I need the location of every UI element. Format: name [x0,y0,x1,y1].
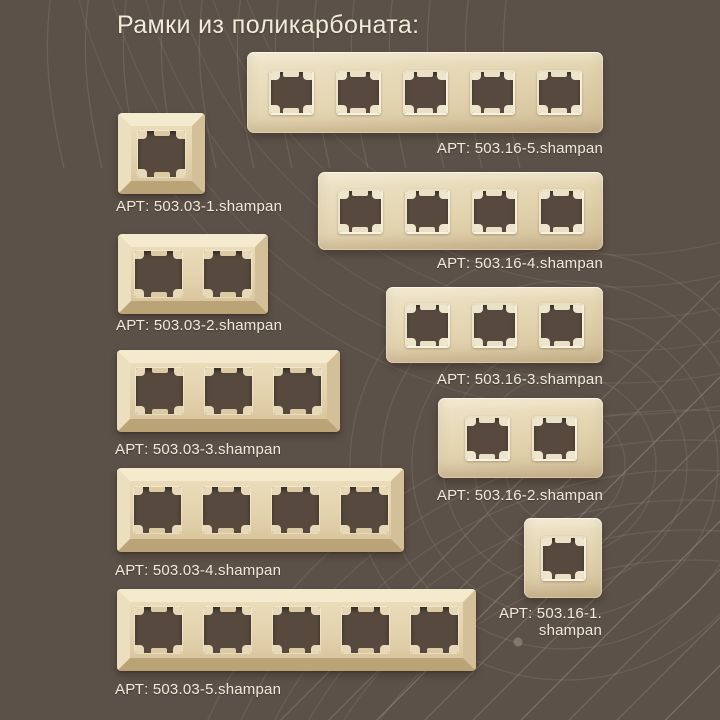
corner-notch [407,224,416,232]
corner-notch [566,418,575,426]
product-article: АРТ: 503.16-4.shampan [436,255,603,272]
corner-notch [242,251,251,259]
corner-notch [407,191,416,199]
corner-notch [571,105,580,113]
mounting-tab [220,251,236,256]
mounting-tab [287,487,303,492]
corner-notch [573,338,582,346]
corner-notch [174,368,183,376]
corner-notch [541,224,550,232]
mounting-tab [551,72,567,77]
product-article: АРТ: 503.16-2.shampan [436,487,603,504]
mounting-tab [154,131,170,136]
mounting-tab [553,227,569,232]
product-article-line2: shampan [538,622,602,640]
corner-notch [407,305,416,313]
mounting-tab [487,305,503,310]
mounting-tab [555,574,571,579]
corner-notch [138,169,147,177]
mounting-tab [352,191,368,196]
corner-notch [380,645,389,653]
product-503-16-1 [498,518,602,640]
corner-notch [370,105,379,113]
frame-window-opening [537,70,582,115]
corner-notch [474,191,483,199]
corner-notch [272,525,281,533]
mounting-tab [427,607,443,612]
mounting-tab [350,108,366,113]
product-503-03-5 [115,589,476,698]
corner-notch [135,607,144,615]
corner-notch [204,645,213,653]
product-503-03-2 [116,234,283,334]
mounting-tab [149,487,165,492]
mounting-tab [151,648,167,653]
corner-notch [506,305,515,313]
frame-window-opening [205,368,252,414]
mounting-tab [290,368,306,373]
corner-notch [573,305,582,313]
frame-window-opening [338,189,383,234]
frame-window-opening [411,607,458,653]
frame-image [117,589,476,671]
frame-window-opening [135,607,182,653]
corner-notch [341,525,350,533]
corner-notch [437,105,446,113]
corner-notch [439,305,448,313]
frame-window-opening [269,70,314,115]
frame-window-opening [532,416,577,461]
corner-notch [372,224,381,232]
product-article: АРТ: 503.03-3.shampan [115,441,282,458]
mounting-tab [484,108,500,113]
corner-notch [411,645,420,653]
mounting-tab [218,528,234,533]
product-article: АРТ: 503.16-3.shampan [436,371,603,388]
corner-notch [303,72,312,80]
corner-notch [506,224,515,232]
corner-notch [205,368,214,376]
product-article: АРТ: 503.03-2.shampan [116,317,283,334]
corner-notch [241,525,250,533]
frame-window-opening [136,368,183,414]
corner-notch [342,607,351,615]
mounting-tab [151,292,167,297]
mounting-tab [220,648,236,653]
corner-notch [472,72,481,80]
corner-notch [449,607,458,615]
corner-notch [474,224,483,232]
mounting-tab [350,72,366,77]
corner-notch [176,131,185,139]
mounting-tab [419,191,435,196]
corner-notch [372,191,381,199]
corner-notch [204,289,213,297]
frame-window-opening [135,251,182,297]
frame-window-opening [539,303,584,348]
corner-notch [534,418,543,426]
corner-notch [303,105,312,113]
frame-windows [131,126,192,181]
mounting-tab [356,487,372,492]
corner-notch [241,487,250,495]
frame-window-opening [203,487,250,533]
corner-notch [342,645,351,653]
frame-image [118,113,205,194]
corner-notch [134,487,143,495]
mounting-tab [419,227,435,232]
corner-notch [173,289,182,297]
frame-window-opening [274,368,321,414]
mounting-tab [417,108,433,113]
frame-window-opening [134,487,181,533]
corner-notch [575,538,584,546]
mounting-tab [352,227,368,232]
corner-notch [312,368,321,376]
frame-window-opening [472,303,517,348]
corner-notch [173,607,182,615]
frame-windows [247,52,603,133]
mounting-tab [154,172,170,177]
corner-notch [136,368,145,376]
corner-notch [203,487,212,495]
corner-notch [534,451,543,459]
corner-notch [135,645,144,653]
frame-window-opening [405,189,450,234]
corner-notch [474,338,483,346]
mounting-tab [484,72,500,77]
mounting-tab [487,341,503,346]
frame-window-opening [539,189,584,234]
frame-image [117,468,404,552]
mounting-tab [417,72,433,77]
mounting-tab [479,418,495,423]
mounting-tab [152,409,168,414]
corner-notch [341,487,350,495]
mounting-tab [551,108,567,113]
mounting-tab [486,191,502,196]
corner-notch [204,607,213,615]
corner-notch [273,607,282,615]
corner-notch [506,338,515,346]
frame-image [438,398,603,478]
mounting-tab [151,607,167,612]
corner-notch [467,418,476,426]
frame-windows [438,398,603,478]
corner-notch [571,72,580,80]
corner-notch [176,169,185,177]
frame-window-opening [342,607,389,653]
corner-notch [338,105,347,113]
corner-notch [172,487,181,495]
frame-window-opening [405,303,450,348]
corner-notch [243,406,252,414]
mounting-tab [358,648,374,653]
corner-notch [380,607,389,615]
product-503-16-2 [436,398,603,504]
mounting-tab [486,227,502,232]
corner-notch [474,305,483,313]
mounting-tab [420,341,436,346]
product-503-16-5 [247,52,603,157]
mounting-tab [287,528,303,533]
mounting-tab [555,538,571,543]
mounting-tab [554,305,570,310]
mounting-tab [546,454,562,459]
mounting-tab [218,487,234,492]
mounting-tab [152,368,168,373]
corner-notch [499,418,508,426]
corner-notch [203,525,212,533]
corner-notch [205,406,214,414]
corner-notch [273,645,282,653]
corner-notch [411,607,420,615]
corner-notch [439,224,448,232]
corner-notch [134,525,143,533]
corner-notch [539,105,548,113]
corner-notch [310,487,319,495]
corner-notch [135,289,144,297]
frame-window-opening [273,607,320,653]
mounting-tab [358,607,374,612]
mounting-tab [149,528,165,533]
corner-notch [539,72,548,80]
corner-notch [407,338,416,346]
frame-window-opening [272,487,319,533]
mounting-tab [289,607,305,612]
product-article-line1: АРТ: 503.16-1. [498,605,602,622]
corner-notch [173,251,182,259]
corner-notch [472,105,481,113]
corner-notch [573,191,582,199]
corner-notch [274,368,283,376]
corner-notch [311,607,320,615]
page-title: Рамки из поликарбоната: [117,11,420,39]
product-503-03-3 [115,350,340,458]
corner-notch [173,645,182,653]
mounting-tab [553,191,569,196]
product-article: АРТ: 503.03-5.shampan [115,681,282,698]
corner-notch [437,72,446,80]
corner-notch [506,191,515,199]
mounting-tab [221,409,237,414]
corner-notch [204,251,213,259]
corner-notch [543,571,552,579]
frame-window-opening [138,131,185,177]
mounting-tab [546,418,562,423]
corner-notch [272,487,281,495]
frame-window-opening [204,607,251,653]
product-article [499,605,602,640]
corner-notch [243,368,252,376]
frame-windows [386,287,603,363]
corner-notch [271,72,280,80]
corner-notch [138,131,147,139]
frame-window-opening [541,536,586,581]
corner-notch [467,451,476,459]
corner-notch [274,406,283,414]
corner-notch [340,191,349,199]
frame-image [117,350,340,432]
product-503-16-4 [318,172,603,272]
corner-notch [566,451,575,459]
corner-notch [379,487,388,495]
mounting-tab [283,108,299,113]
mounting-tab [427,648,443,653]
frame-image [524,518,602,598]
mounting-tab [289,648,305,653]
corner-notch [575,571,584,579]
mounting-tab [221,368,237,373]
corner-notch [439,191,448,199]
corner-notch [499,451,508,459]
frame-windows [524,518,602,598]
mounting-tab [283,72,299,77]
corner-notch [242,607,251,615]
corner-notch [135,251,144,259]
corner-notch [439,338,448,346]
corner-notch [379,525,388,533]
corner-notch [405,72,414,80]
frame-image [247,52,603,133]
corner-notch [405,105,414,113]
frame-window-opening [341,487,388,533]
frame-image [318,172,603,250]
corner-notch [504,105,513,113]
frame-image [118,234,268,314]
frame-windows [130,363,327,419]
corner-notch [449,645,458,653]
corner-notch [312,406,321,414]
corner-notch [541,338,550,346]
corner-notch [340,224,349,232]
corner-notch [172,525,181,533]
corner-notch [573,224,582,232]
corner-notch [242,645,251,653]
mounting-tab [554,341,570,346]
product-503-03-1 [116,113,283,215]
product-503-16-3 [386,287,603,388]
corner-notch [271,105,280,113]
frame-windows [318,172,603,250]
product-article: АРТ: 503.03-4.shampan [115,562,282,579]
mounting-tab [420,305,436,310]
mounting-tab [220,292,236,297]
frame-image [386,287,603,363]
corner-notch [504,72,513,80]
corner-notch [370,72,379,80]
mounting-tab [290,409,306,414]
corner-notch [174,406,183,414]
product-article: АРТ: 503.16-5.shampan [436,140,603,157]
mounting-tab [220,607,236,612]
frame-window-opening [470,70,515,115]
frame-window-opening [204,251,251,297]
product-503-03-4 [115,468,404,579]
product-article: АРТ: 503.03-1.shampan [116,198,283,215]
mounting-tab [151,251,167,256]
corner-notch [338,72,347,80]
frame-window-opening [403,70,448,115]
corner-notch [311,645,320,653]
corner-notch [541,305,550,313]
corner-notch [543,538,552,546]
corner-notch [136,406,145,414]
frame-windows [130,481,391,539]
frame-window-opening [472,189,517,234]
frame-window-opening [336,70,381,115]
frame-window-opening [465,416,510,461]
frame-windows [131,247,255,301]
corner-notch [242,289,251,297]
frame-windows [130,602,463,658]
corner-notch [310,525,319,533]
mounting-tab [356,528,372,533]
mounting-tab [479,454,495,459]
corner-notch [541,191,550,199]
